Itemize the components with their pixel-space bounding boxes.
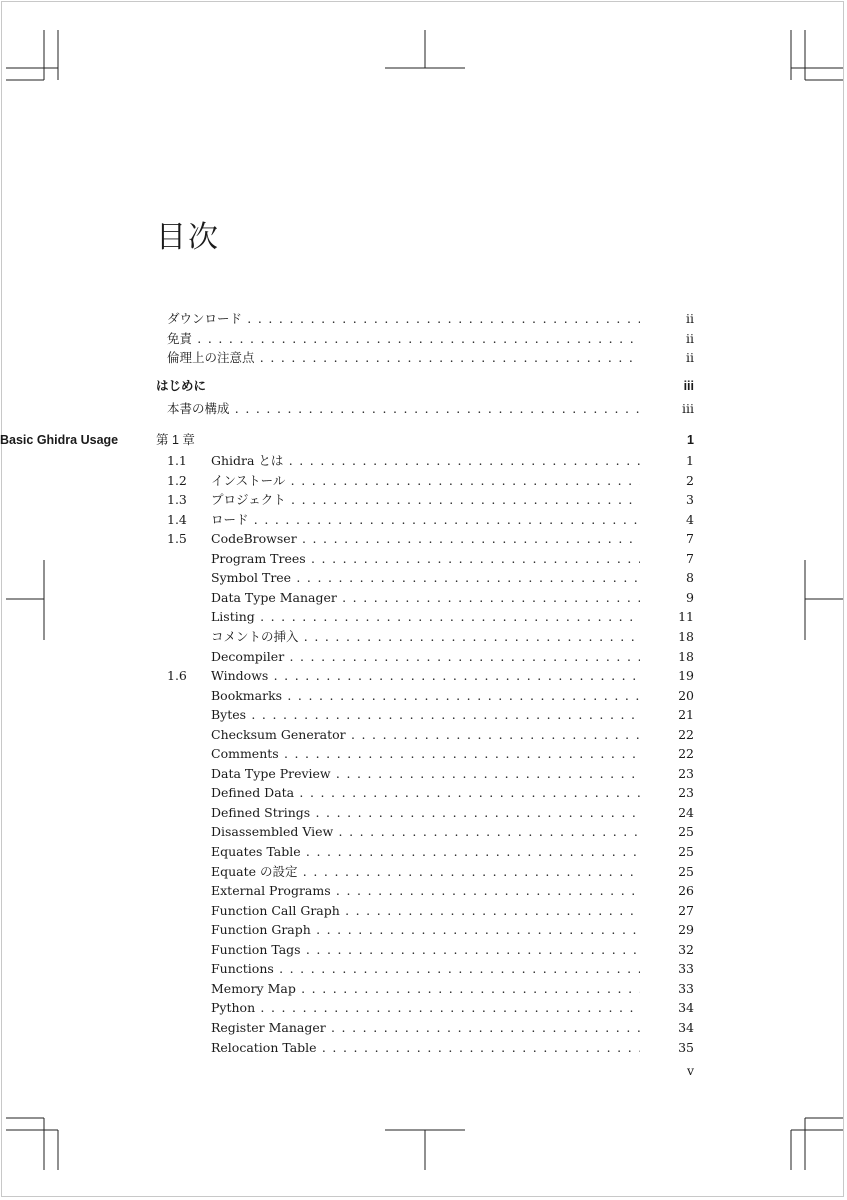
toc-entry-number: 1.4 bbox=[167, 511, 187, 527]
toc-entry-title: Defined Data . . . bbox=[211, 783, 640, 802]
toc-entry-title: Windows . . . bbox=[211, 666, 640, 685]
toc-entry-page: 3 bbox=[640, 490, 694, 509]
toc-subsection bbox=[0, 822, 847, 841]
toc-subsection bbox=[0, 607, 847, 626]
toc-entry-title: ダウンロード . . . bbox=[167, 309, 640, 328]
toc-entry-page: 29 bbox=[640, 920, 694, 939]
toc-entry-title: コメントの挿入 . . . bbox=[211, 627, 640, 646]
toc-entry-title: Register Manager . . . bbox=[211, 1018, 640, 1037]
toc-entry-title: Memory Map . . . bbox=[211, 979, 640, 998]
toc-entry-number: 1.1 bbox=[167, 453, 187, 468]
toc-entry-title: Bookmarks . . . bbox=[211, 686, 640, 705]
toc-subsection bbox=[0, 627, 847, 646]
toc-entry-title: Functions . . . bbox=[211, 959, 640, 978]
toc-entry-page: 22 bbox=[640, 725, 694, 744]
toc-entry-number: 1.5 bbox=[167, 531, 187, 547]
toc-entry-page: 7 bbox=[640, 549, 694, 568]
toc-title: 目次 bbox=[156, 220, 220, 255]
toc-entry-title: Disassembled View . . . bbox=[211, 822, 640, 841]
toc-subsection bbox=[0, 744, 847, 763]
toc-section bbox=[0, 471, 847, 490]
toc-entry-title: 本書の構成 . . . bbox=[167, 399, 640, 418]
toc-entry-title: Defined Strings . . . bbox=[211, 803, 640, 822]
toc-entry-page: 1 bbox=[640, 451, 694, 470]
toc-entry-page: 21 bbox=[640, 705, 694, 724]
toc-entry-title: はじめに bbox=[156, 379, 207, 393]
toc-entry-title: 免責 . . . bbox=[167, 329, 640, 348]
toc-subsection bbox=[0, 1038, 847, 1057]
page-number: v bbox=[686, 1063, 694, 1078]
toc-entry-title: プロジェクト . . . bbox=[211, 490, 640, 509]
toc-entry-page: 23 bbox=[640, 764, 694, 783]
toc-entry-page: 25 bbox=[640, 822, 694, 841]
toc-entry-page: 2 bbox=[640, 471, 694, 490]
toc-entry-page: 18 bbox=[640, 627, 694, 646]
toc-entry-page: 11 bbox=[640, 607, 694, 626]
toc-entry-title: Ghidra とは . . . bbox=[211, 451, 640, 470]
toc-intro-entry bbox=[0, 399, 847, 418]
toc-section bbox=[0, 490, 847, 509]
toc-entry-page: 22 bbox=[640, 744, 694, 763]
toc-subsection bbox=[0, 959, 847, 978]
toc-entry-title: CodeBrowser . . . bbox=[211, 529, 640, 548]
toc-entry-title: インストール . . . bbox=[211, 471, 640, 490]
toc-front-entry bbox=[0, 309, 847, 328]
toc-entry-title: Data Type Preview . . . bbox=[211, 764, 640, 783]
toc-entry-page: 34 bbox=[640, 1018, 694, 1037]
toc-entry-page: 20 bbox=[640, 686, 694, 705]
toc-entry-page: 8 bbox=[640, 568, 694, 587]
toc-entry-page: 35 bbox=[640, 1038, 694, 1057]
toc-entry-page: 19 bbox=[640, 666, 694, 685]
toc-entry-page: 33 bbox=[640, 959, 694, 978]
toc-entry-page: 18 bbox=[640, 647, 694, 666]
toc-entry-page: 26 bbox=[640, 881, 694, 900]
toc-part-heading bbox=[0, 377, 847, 396]
toc-subsection bbox=[0, 1018, 847, 1037]
toc-subsection bbox=[0, 881, 847, 900]
toc-entry-title: ロード . . . bbox=[211, 510, 640, 529]
toc-section bbox=[0, 666, 847, 685]
toc-entry-page: 33 bbox=[640, 979, 694, 998]
toc-entry-title: External Programs . . . bbox=[211, 881, 640, 900]
toc-section bbox=[0, 529, 847, 548]
toc-entry-page: 27 bbox=[640, 901, 694, 920]
toc-entry-title: Function Call Graph . . . bbox=[211, 901, 640, 920]
toc-entry-title: Equate の設定 . . . bbox=[211, 862, 640, 881]
toc-entry-number: 1.3 bbox=[167, 492, 187, 508]
toc-entry-page: 25 bbox=[640, 862, 694, 881]
toc-entry-number: 1.2 bbox=[167, 472, 187, 488]
toc-subsection bbox=[0, 588, 847, 607]
toc-subsection bbox=[0, 803, 847, 822]
toc-entry-page: 32 bbox=[640, 940, 694, 959]
toc-entry-page: ii bbox=[640, 329, 694, 348]
toc-subsection bbox=[0, 783, 847, 802]
toc-subsection bbox=[0, 979, 847, 998]
toc-entry-page: 9 bbox=[640, 588, 694, 607]
toc-entry-title: Equates Table . . . bbox=[211, 842, 640, 861]
toc-subsection bbox=[0, 568, 847, 587]
toc-subsection bbox=[0, 549, 847, 568]
toc-entry-title: Program Trees . . . bbox=[211, 549, 640, 568]
toc-entry-page: 34 bbox=[640, 998, 694, 1017]
toc-subsection bbox=[0, 862, 847, 881]
toc-chapter-heading bbox=[0, 431, 847, 450]
toc-subsection bbox=[0, 998, 847, 1017]
toc-entry-title: Python . . . bbox=[211, 998, 640, 1017]
toc-entry-title: Function Graph . . . bbox=[211, 920, 640, 939]
toc-entry-title: Bytes . . . bbox=[211, 705, 640, 724]
toc-entry-page: 1 bbox=[640, 431, 694, 450]
toc-entry-page: 24 bbox=[640, 803, 694, 822]
toc-entry-page: 4 bbox=[640, 510, 694, 529]
toc-entry-title: Decompiler . . . bbox=[211, 647, 640, 666]
toc-entry-number: 第 1 章 bbox=[156, 433, 195, 447]
toc-subsection bbox=[0, 647, 847, 666]
toc-entry-title: Comments . . . bbox=[211, 744, 640, 763]
toc-front-entry bbox=[0, 348, 847, 367]
toc-entry-title: Relocation Table . . . bbox=[211, 1038, 640, 1057]
toc-entry-title: Basic Ghidra Usage bbox=[0, 433, 119, 447]
toc-entry-page: iii bbox=[640, 377, 694, 396]
toc-front-entry bbox=[0, 329, 847, 348]
toc-subsection bbox=[0, 725, 847, 744]
toc-subsection bbox=[0, 901, 847, 920]
toc-entry-page: ii bbox=[640, 348, 694, 367]
toc-entry-page: ii bbox=[640, 309, 694, 328]
toc-entry-page: 25 bbox=[640, 842, 694, 861]
toc-subsection bbox=[0, 940, 847, 959]
toc-entry-page: 23 bbox=[640, 783, 694, 802]
toc-subsection bbox=[0, 764, 847, 783]
toc-section bbox=[0, 451, 847, 470]
toc-section bbox=[0, 510, 847, 529]
toc-entry-title: Data Type Manager . . . bbox=[211, 588, 640, 607]
toc-entry-page: iii bbox=[640, 399, 694, 418]
toc-entry-title: Symbol Tree . . . bbox=[211, 568, 640, 587]
toc-subsection bbox=[0, 705, 847, 724]
toc-subsection bbox=[0, 842, 847, 861]
toc-subsection bbox=[0, 920, 847, 939]
toc-entry-title: Checksum Generator . . . bbox=[211, 725, 640, 744]
toc-entry-title: Listing . . . bbox=[211, 607, 640, 626]
toc-entry-number: 1.6 bbox=[167, 668, 187, 684]
toc-subsection bbox=[0, 686, 847, 705]
toc-entry-page: 7 bbox=[640, 529, 694, 548]
toc-entry-title: Function Tags . . . bbox=[211, 940, 640, 959]
toc-entry-title: 倫理上の注意点 . . . bbox=[167, 348, 640, 367]
